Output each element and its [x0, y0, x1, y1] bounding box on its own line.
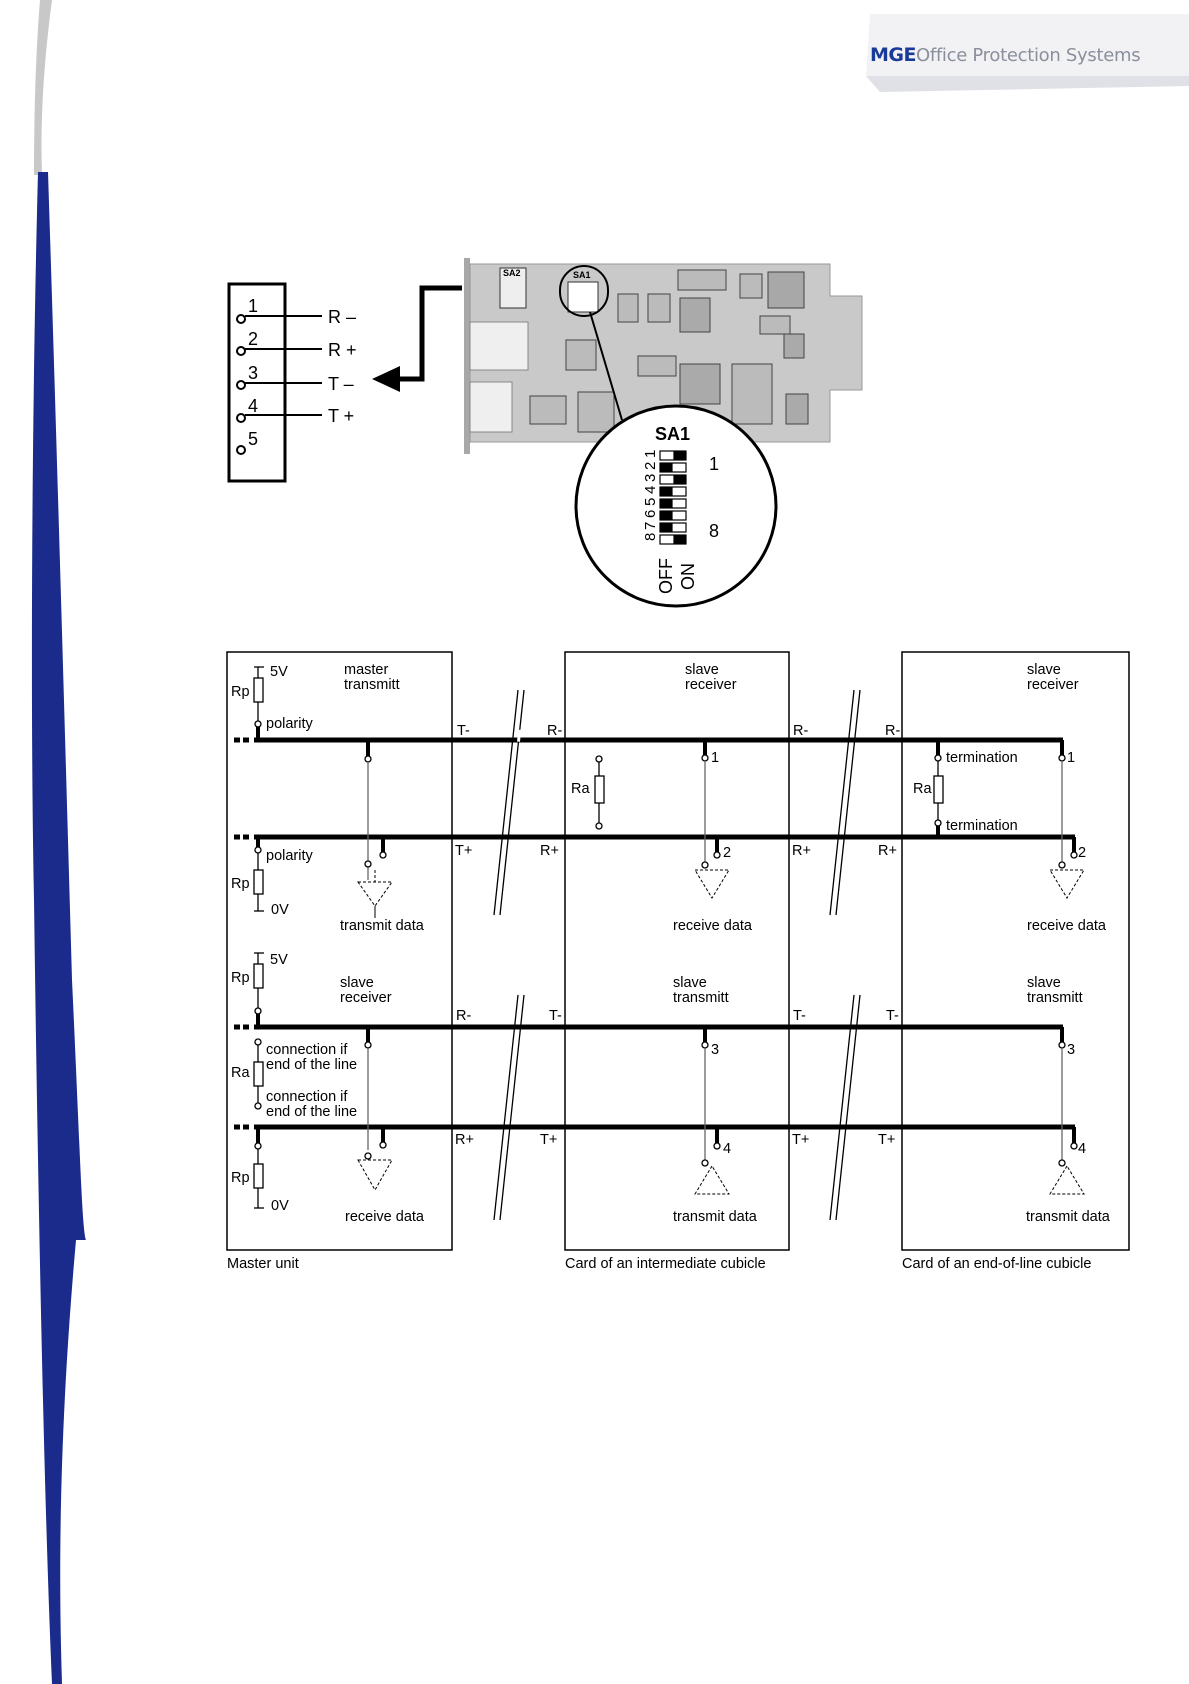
caption-end-of-line: Card of an end-of-line cubicle	[902, 1256, 1092, 1272]
label-5v: 5V	[270, 664, 288, 680]
termination-label: termination	[946, 818, 1018, 834]
wire-label: R+	[455, 1132, 474, 1148]
wire-label: T-	[886, 1008, 899, 1024]
label-polarity: polarity	[266, 716, 313, 732]
dip-digit: 1	[642, 449, 659, 458]
wire-label: T+	[455, 843, 473, 859]
dip-off-label: OFF	[656, 558, 676, 594]
dip-digit: 8	[642, 532, 659, 541]
slave-transmitt-line1: slave	[673, 975, 707, 991]
wire-label: R+	[878, 843, 897, 859]
slave-transmitt-line2: transmitt	[1027, 990, 1083, 1006]
label-ra: Ra	[913, 781, 932, 797]
label-ra: Ra	[231, 1065, 250, 1081]
caption-master-unit: Master unit	[227, 1256, 299, 1272]
pin-number-label: 2	[1078, 845, 1087, 861]
receive-driver-icon	[1050, 870, 1084, 898]
pin-number: 5	[248, 429, 259, 449]
brand-tagline: Office Protection Systems	[915, 45, 1141, 66]
signal-label: T –	[328, 374, 354, 394]
label-rp: Rp	[231, 970, 250, 986]
wire-label: R+	[540, 843, 559, 859]
pin-number-label: 3	[1067, 1042, 1076, 1058]
pin-number-label: 1	[711, 750, 720, 766]
transmit-driver-icon	[695, 1166, 729, 1194]
receive-driver-icon	[358, 1160, 392, 1190]
sa2-label: SA2	[503, 268, 521, 278]
wire-label: R+	[792, 843, 811, 859]
wire-label: T-	[793, 1008, 806, 1024]
brand-name: MGE	[870, 44, 916, 66]
signal-label: R –	[328, 307, 357, 327]
wire-label: T+	[540, 1132, 558, 1148]
dip-digit: 6	[642, 509, 659, 518]
label-5v: 5V	[270, 952, 288, 968]
pin-number: 1	[248, 296, 259, 316]
label-ra: Ra	[571, 781, 590, 797]
receive-data-label: receive data	[345, 1209, 424, 1225]
pin-number-label: 4	[1078, 1141, 1087, 1157]
intermediate-card-circuit	[595, 740, 720, 1166]
slave-receiver-line1: slave	[1027, 662, 1061, 678]
wire-label: T+	[792, 1132, 810, 1148]
wire-label: R-	[547, 723, 563, 739]
slave-receiver-line1: slave	[340, 975, 374, 991]
master-transmitt-line1: master	[344, 662, 389, 678]
receive-data-label: receive data	[673, 918, 752, 934]
wire-label: T+	[878, 1132, 896, 1148]
pin-number: 4	[248, 396, 259, 416]
caption-intermediate: Card of an intermediate cubicle	[565, 1256, 766, 1272]
transmit-data-label: transmit data	[340, 918, 424, 934]
label-polarity: polarity	[266, 848, 313, 864]
pin-number-label: 2	[723, 845, 732, 861]
sa1-label: SA1	[573, 270, 591, 280]
dip-first-index: 1	[709, 454, 720, 474]
wire-label: T-	[549, 1008, 562, 1024]
receive-data-label: receive data	[1027, 918, 1106, 934]
connection-note-line2: end of the line	[266, 1057, 358, 1073]
pin-number-label: 3	[711, 1042, 720, 1058]
wire-label: T-	[457, 723, 470, 739]
receive-driver-icon	[695, 870, 729, 898]
master-pullup	[254, 667, 386, 911]
dip-on-label: ON	[678, 563, 698, 590]
label-0v: 0V	[271, 1198, 289, 1214]
connection-note-line2: end of the line	[266, 1104, 358, 1120]
pin-number: 2	[248, 329, 259, 349]
label-rp: Rp	[231, 684, 250, 700]
transmit-data-label: transmit data	[673, 1209, 757, 1225]
slave-receiver-line1: slave	[685, 662, 719, 678]
master-transmitt-line2: transmitt	[344, 677, 400, 693]
dip-digit: 3	[642, 473, 659, 482]
pin-number-label: 4	[723, 1141, 732, 1157]
signal-label: R +	[328, 340, 357, 360]
pin-number-label: 1	[1067, 750, 1076, 766]
slave-receiver-line2: receiver	[340, 990, 392, 1006]
label-0v: 0V	[271, 902, 289, 918]
sa1-detail-title: SA1	[655, 424, 691, 444]
wire-label: R-	[456, 1008, 472, 1024]
dip-digit: 2	[642, 461, 659, 470]
termination-label: termination	[946, 750, 1018, 766]
end-card-circuit	[934, 740, 1077, 1166]
dip-digit: 7	[642, 521, 659, 530]
transmit-driver-icon	[358, 882, 392, 906]
slave-receiver-line2: receiver	[1027, 677, 1079, 693]
slave-transmitt-line1: slave	[1027, 975, 1061, 991]
dip-last-index: 8	[709, 521, 720, 541]
transmit-driver-icon	[1050, 1166, 1084, 1194]
wire-label: R-	[793, 723, 809, 739]
slave-receiver-line2: receiver	[685, 677, 737, 693]
slave-transmitt-line2: transmitt	[673, 990, 729, 1006]
connection-note-line1: connection if	[266, 1042, 348, 1058]
dip-digit: 5	[642, 497, 659, 506]
transmit-data-label: transmit data	[1026, 1209, 1110, 1225]
label-rp: Rp	[231, 1170, 250, 1186]
wire-label: R-	[885, 723, 901, 739]
dip-digit: 4	[642, 485, 659, 494]
signal-label: T +	[328, 406, 355, 426]
pin-number: 3	[248, 363, 259, 383]
connection-note-line1: connection if	[266, 1089, 348, 1105]
label-rp: Rp	[231, 876, 250, 892]
